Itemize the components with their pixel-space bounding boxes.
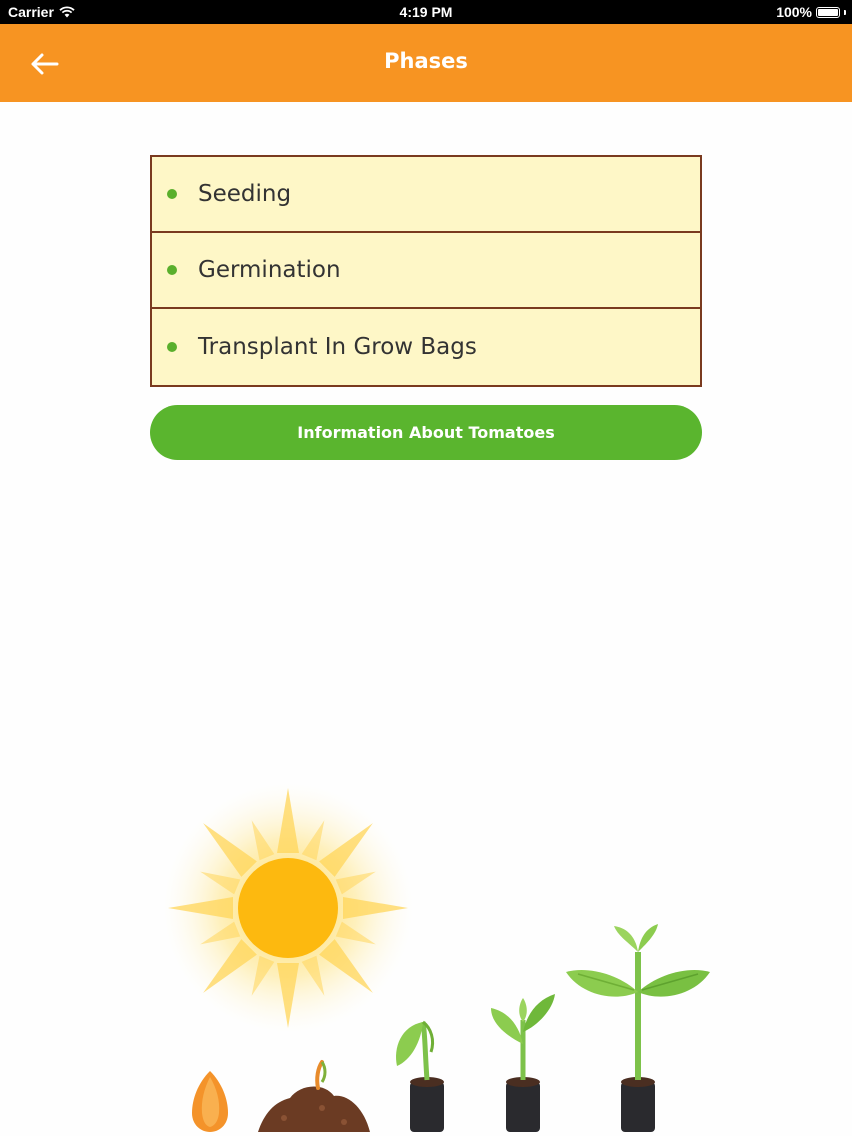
phase-item-seeding[interactable] xyxy=(152,157,700,233)
status-bar xyxy=(0,0,852,24)
nav-bar xyxy=(0,24,852,102)
plant-pot-icon xyxy=(491,994,555,1132)
status-time: 4:19 PM xyxy=(399,4,453,20)
phase-label: Seeding xyxy=(198,181,292,207)
bullet-icon xyxy=(167,189,177,199)
phase-label: Transplant In Grow Bags xyxy=(198,334,477,360)
sun-icon xyxy=(163,783,413,1033)
battery-icon xyxy=(816,7,840,18)
seed-icon xyxy=(192,1071,228,1132)
growth-illustration xyxy=(0,760,852,1136)
seedling-pot-icon xyxy=(396,1022,444,1132)
phase-label: Germination xyxy=(198,257,341,283)
bullet-icon xyxy=(167,342,177,352)
info-about-tomatoes-button[interactable]: Information About Tomatoes xyxy=(150,405,702,460)
phase-item-germination[interactable] xyxy=(152,233,700,309)
battery-nub xyxy=(844,10,846,15)
battery-percent: 100% xyxy=(776,4,812,20)
battery-fill xyxy=(818,9,838,16)
status-battery xyxy=(776,4,846,20)
page-title: Phases xyxy=(384,49,468,73)
bullet-icon xyxy=(167,265,177,275)
phase-list xyxy=(150,155,702,387)
sprout-in-soil-icon xyxy=(258,1062,370,1132)
phase-item-transplant[interactable] xyxy=(152,309,700,385)
large-plant-pot-icon xyxy=(566,924,710,1132)
carrier-label: Carrier xyxy=(8,4,54,20)
